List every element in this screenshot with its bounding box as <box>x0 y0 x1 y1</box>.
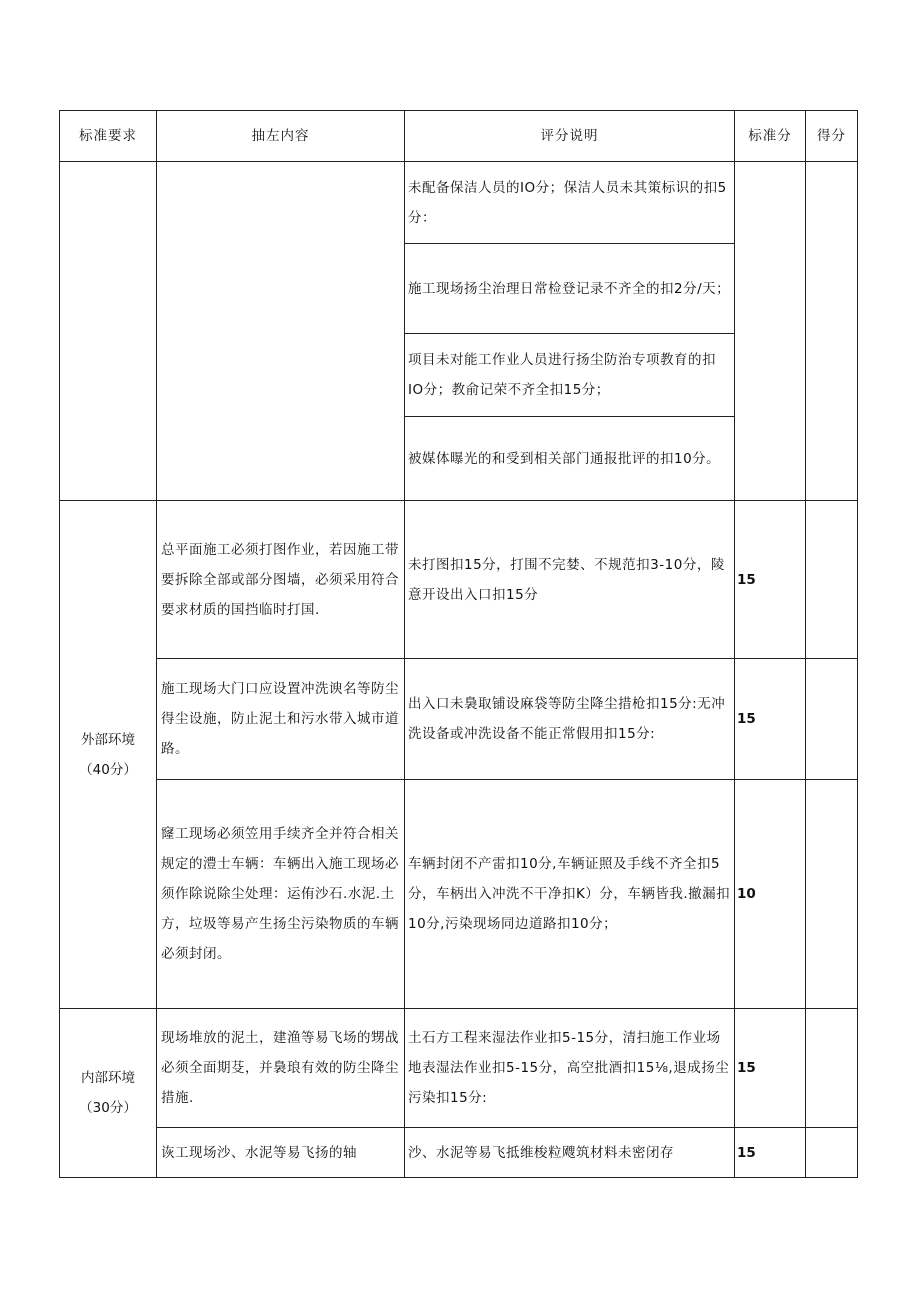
standard-label: 内部环境 <box>81 1070 135 1086</box>
header-content: 抽左内容 <box>157 111 405 162</box>
cell-score: 15 <box>735 659 806 780</box>
cell-rule: 未打图扣15分，打围不完婪、不规范扣3-10分，陵意开设出入口扣15分 <box>405 501 735 659</box>
cell-rule: 项目未对能工作业人员进行扬尘防治专项教育的扣IO分；教俞记荣不齐全扣15分； <box>405 334 735 417</box>
cell-rule: 出入口未裊取铺设麻袋等防尘降尘措枪扣15分:无冲洗设备或冲洗设备不能正常假用扣15分: <box>405 659 735 780</box>
cell-rule: 土石方工程来湿法作业扣5-15分，清扫施工作业场地表湿法作业扣5-15分，高空批酒扣15⅛,退成扬尘污染扣15分: <box>405 1009 735 1128</box>
cell-result <box>806 780 858 1009</box>
cell-content: 诙工现场沙、水泥等易飞扬的轴 <box>157 1128 405 1178</box>
cell-result <box>806 501 858 659</box>
standard-points: （40分） <box>79 761 137 778</box>
cell-rule: 未配备保洁人员的IO分；保洁人员未其策标识的扣5分： <box>405 162 735 244</box>
cell-content: 现场堆放的泥土，建渔等易飞场的甥战必须全面期芟，并裊琅有效的防尘降尘措施. <box>157 1009 405 1128</box>
cell-content: 总平面施工必须打图作业，若因施工带要拆除全部或部分图墙，必须采用符合要求材质的国挡临时打国. <box>157 501 405 659</box>
header-result: 得分 <box>806 111 858 162</box>
table-row <box>60 1009 858 1128</box>
table-row <box>60 659 858 780</box>
cell-result <box>806 659 858 780</box>
header-standard: 标准要求 <box>60 111 157 162</box>
standard-label: 外部环境 <box>81 731 135 748</box>
header-score: 标准分 <box>735 111 806 162</box>
header-rule: 评分说明 <box>405 111 735 162</box>
cell-score: 15 <box>735 1128 806 1178</box>
cell-standard <box>60 501 157 1009</box>
cell-rule: 被媒体曝光的和受到相关部门通报批评的扣10分。 <box>405 417 735 501</box>
table-row <box>60 162 858 244</box>
table-row <box>60 780 858 1009</box>
cell-result <box>806 1009 858 1128</box>
cell-standard <box>60 1009 157 1178</box>
scoring-table <box>59 110 858 1178</box>
cell-rule: 沙、水泥等易飞抵维梭粒飕筑材料未密闭存 <box>405 1128 735 1178</box>
cell-result <box>806 162 858 501</box>
cell-rule: 车辆封闭不产雷扣10分,车辆证照及手线不齐全扣5分，车柄出入冲洗不干净扣K）分，车辆皆我.撤漏扣10分,污染现场同边道路扣10分； <box>405 780 735 1009</box>
table-row <box>60 1128 858 1178</box>
cell-score: 15 <box>735 501 806 659</box>
cell-rule: 施工现场扬尘治理日常检登记录不齐全的扣2分/天； <box>405 244 735 334</box>
table-header-row <box>60 111 858 162</box>
cell-content-empty <box>157 162 405 501</box>
cell-score: 15 <box>735 1009 806 1128</box>
cell-score: 10 <box>735 780 806 1009</box>
standard-points: （30分） <box>79 1100 137 1116</box>
cell-content: 施工现场大门口应设置冲洗谀名等防尘得尘设施，防止泥土和污水带入城市道路。 <box>157 659 405 780</box>
cell-standard-empty <box>60 162 157 501</box>
table-row <box>60 501 858 659</box>
cell-score-empty <box>735 162 806 501</box>
cell-content: 窿工现场必须笠用手续齐全并符合相关规定的澧士车辆：车辆出入施工现场必须作除说除尘处理：运侑沙石.水泥.土方，垃圾等易产生扬尘污染物质的车辆必须封闭。 <box>157 780 405 1009</box>
cell-result <box>806 1128 858 1178</box>
